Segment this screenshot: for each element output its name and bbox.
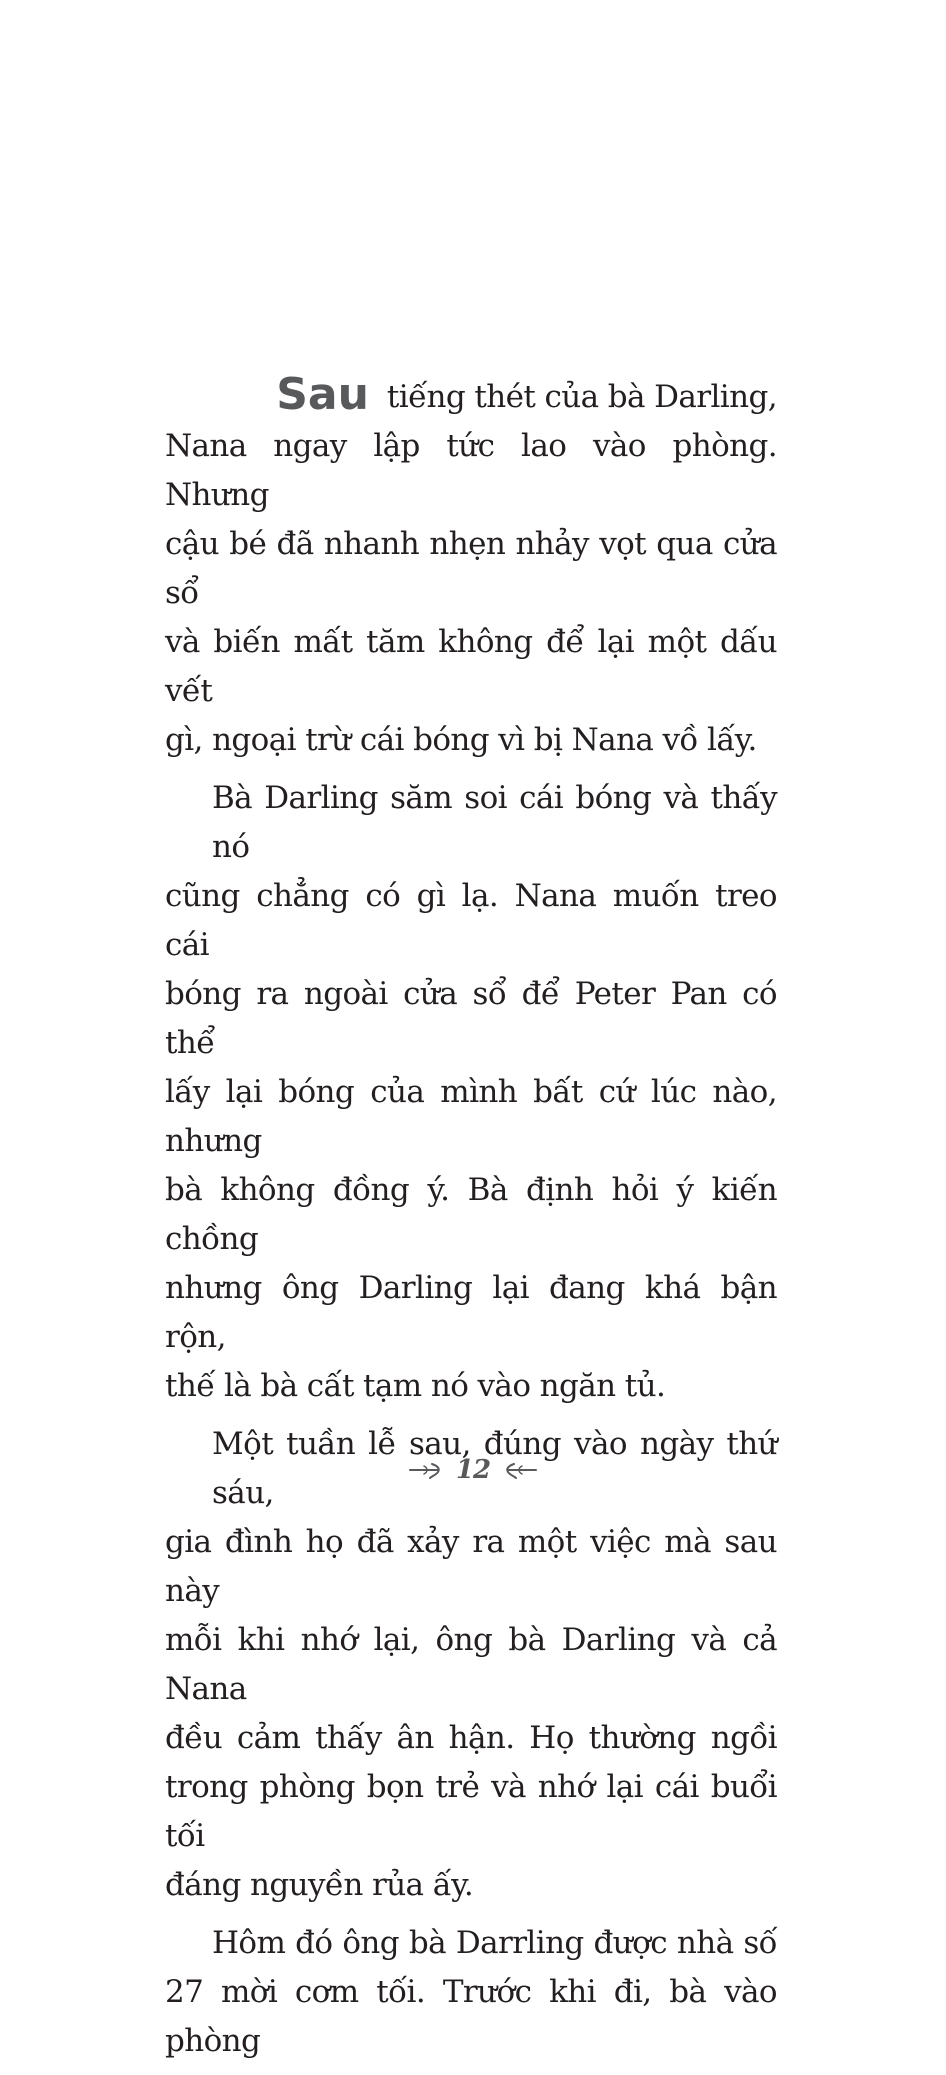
flourish-right-icon <box>500 1460 538 1480</box>
text-line: lấy lại bóng của mình bất cứ lúc nào, nhưng <box>165 1074 777 1159</box>
body-text <box>165 368 777 2075</box>
text-line: bà không đồng ý. Bà định hỏi ý kiến chồng <box>165 1172 777 1257</box>
text-line: bóng ra ngoài cửa sổ để Peter Pan có thể <box>165 976 777 1061</box>
text-line: đều cảm thấy ân hận. Họ thường ngồi <box>165 1720 777 1756</box>
text-line: Một tuần lễ sau, đúng vào ngày thứ sáu, <box>212 1426 777 1511</box>
text-line: nhưng ông Darling lại đang khá bận rộn, <box>165 1270 777 1355</box>
text-line: gia đình họ đã xảy ra một việc mà sau này <box>165 1524 777 1609</box>
paragraph-1 <box>165 368 777 765</box>
paragraph-3 <box>165 1420 777 1910</box>
text-line: Bà Darling săm soi cái bóng và thấy nó <box>212 780 777 865</box>
text-line: 27 mời cơm tối. Trước khi đi, bà vào phòng <box>165 1974 777 2059</box>
text-line: và biến mất tăm không để lại một dấu vết <box>165 624 777 709</box>
page-footer <box>0 1450 946 1490</box>
text-line: tiếng thét của bà Darling, <box>386 379 777 415</box>
text-line: thế là bà cất tạm nó vào ngăn tủ. <box>165 1368 666 1404</box>
paragraph-2 <box>165 774 777 1411</box>
text-line: đáng nguyền rủa ấy. <box>165 1867 474 1903</box>
text-line: Nana ngay lập tức lao vào phòng. Nhưng <box>165 428 777 513</box>
text-line: Hôm đó ông bà Darrling được nhà số <box>212 1925 777 1961</box>
text-line: gì, ngoại trừ cái bóng vì bị Nana vồ lấy. <box>165 722 757 758</box>
text-line: cũng chẳng có gì lạ. Nana muốn treo cái <box>165 878 777 963</box>
text-line: mỗi khi nhớ lại, ông bà Darling và cả Nana <box>165 1622 777 1707</box>
page-number: 12 <box>455 1455 491 1485</box>
flourish-left-icon <box>408 1460 446 1480</box>
paragraph-4 <box>165 1919 777 2066</box>
text-line: trong phòng bọn trẻ và nhớ lại cái buổi tối <box>165 1769 777 1854</box>
dropcap: Sau <box>276 369 369 420</box>
first-line <box>165 368 777 422</box>
text-line: cậu bé đã nhanh nhẹn nhảy vọt qua cửa sổ <box>165 526 777 611</box>
